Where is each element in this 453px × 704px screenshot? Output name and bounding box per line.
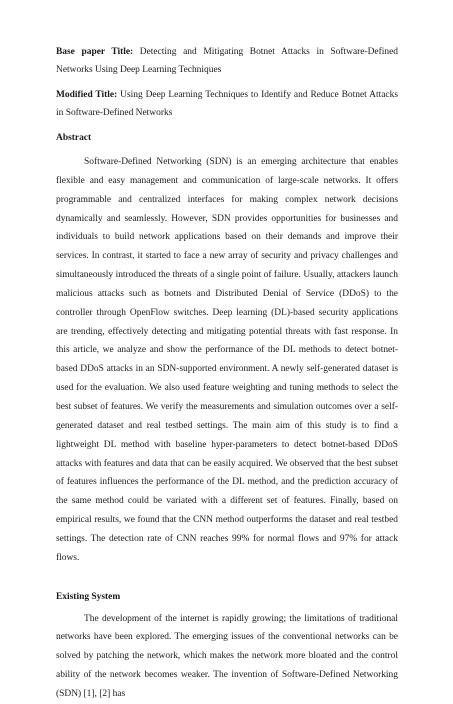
abstract-body: Software-Defined Networking (SDN) is an emerging architecture that enables flexible and easy management and communication of large-scale networks. It offers programmable and centralized interfaces for making complex network decisions dynamically and seamlessly. However, SDN provides opportunities for businesses and individuals to build network applications based on their demands and improve their services. In contrast, it started to face a new array of security and privacy challenges and simultaneously introduced the threats of a single point of failure. Usually, attackers launch malicious attacks such as botnets and Distributed Denial of Service (DDoS) to the controller through OpenFlow switches. Deep learning (DL)-based security applications are trending, effectively detecting and mitigating potential threats with fast response. In this article, we analyze and show the performance of the DL methods to detect botnet-based DDoS attacks in an SDN-supported environment. A newly self-generated dataset is used for the evaluation. We also used feature weighting and tuning methods to select the best subset of features. We verify the measurements and simulation outcomes over a self-generated dataset and real testbed settings. The main aim of this study is to find a lightweight DL method with baseline hyper-parameters to detect botnet-based DDoS attacks with features and data that can be easily acquired. We observed that the best subset of features influences the performance of the DL method, and the prediction accuracy of the same method could be variated with a different set of features. Finally, based on empirical results, we found that the CNN method outperforms the dataset and real testbed settings. The detection rate of CNN reaches 99% for normal flows and 97% for attack flows. (56, 157, 398, 563)
base-paper-title-text: Detecting and Mitigating Botnet Attacks in Software-Defined Networks Using Deep Learning Techniques (56, 47, 398, 75)
document-page (56, 44, 398, 704)
abstract-heading: Abstract (56, 133, 92, 143)
base-paper-title-label: Base paper Title: (56, 47, 134, 57)
existing-system-body: The development of the internet is rapidly growing; the limitations of traditional networks have been explored. The emerging issues of the conventional networks can be solved by patching the network, which makes the network more bloated and the control ability of the network becomes weaker. The invention of Software-Defined Networking (SDN) [1], [2] has (56, 613, 398, 699)
modified-title-label: Modified Title: (56, 90, 118, 100)
modified-title (56, 87, 398, 122)
base-paper-title (56, 44, 398, 79)
modified-title-text: Using Deep Learning Techniques to Identify and Reduce Botnet Attacks in Software-Defined Networks (56, 90, 399, 118)
existing-system-heading: Existing System (56, 591, 121, 602)
